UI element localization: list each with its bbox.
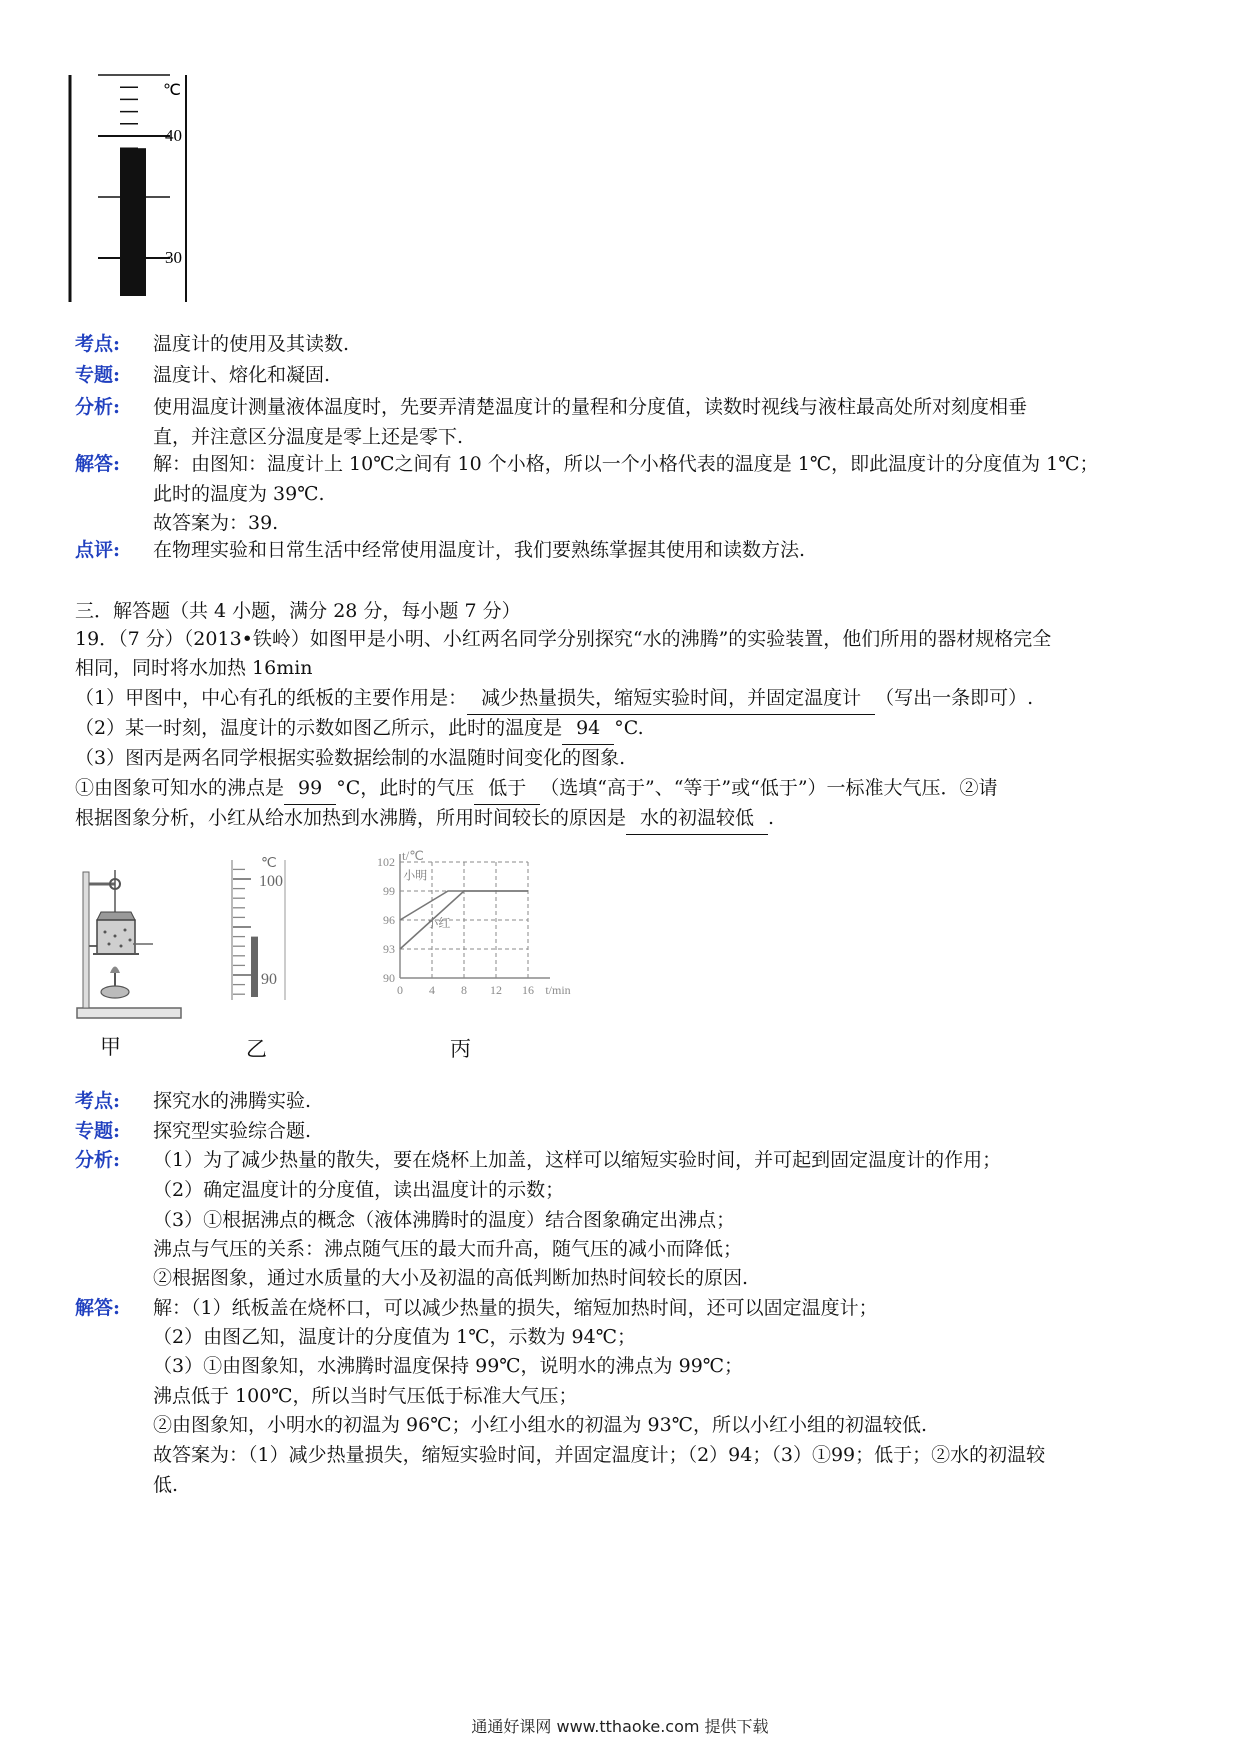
dianping-label: 点评: xyxy=(75,539,121,561)
tick-label-lower: 30 xyxy=(165,248,182,267)
zhuanti-label: 专题: xyxy=(75,1120,121,1142)
q19-stem-2: 相同，同时将水加热 16min xyxy=(75,657,313,679)
kaodian-label: 考点: xyxy=(75,1090,121,1112)
zhuanti-label: 专题: xyxy=(75,364,121,386)
zhuanti-text: 探究型实验综合题. xyxy=(153,1120,312,1142)
p2-prompt: （2）某一时刻，温度计的示数如图乙所示，此时的温度是 xyxy=(75,717,563,739)
y-tick-label: 99 xyxy=(383,884,395,898)
p3b-answer: 水的初温较低 xyxy=(626,802,768,835)
y-axis-label: t/℃ xyxy=(402,850,424,863)
p3a-prompt: ①由图象可知水的沸点是 xyxy=(75,777,285,799)
y-tick-label: 90 xyxy=(383,971,395,985)
jieda-text-7: 低. xyxy=(153,1474,179,1496)
q19-part-3: （3）图丙是两名同学根据实验数据绘制的水温随时间变化的图象. xyxy=(75,747,626,769)
kaodian-text: 温度计的使用及其读数. xyxy=(153,333,350,355)
fenxi-text-3: （3）①根据沸点的概念（液体沸腾时的温度）结合图象确定出沸点； xyxy=(153,1209,736,1231)
jieda-text-4: 沸点低于 100℃，所以当时气压低于标准大气压； xyxy=(153,1385,578,1407)
dianping-row xyxy=(75,535,1180,565)
p3a-middle: °C，此时的气压 xyxy=(336,777,475,799)
p2-answer: 94 xyxy=(562,712,614,745)
jieda-label: 解答: xyxy=(75,1297,121,1319)
jieda-text-2: 此时的温度为 39℃. xyxy=(153,483,325,505)
q19-part-3b xyxy=(75,802,1185,835)
q19-zhuanti-row xyxy=(75,1116,1180,1146)
x-axis-label: t/min xyxy=(545,983,571,997)
q19-jieda-row xyxy=(75,1293,1180,1323)
x-tick-label: 16 xyxy=(522,983,534,997)
caption-yi: 乙 xyxy=(246,1037,267,1061)
p3b-prompt: 根据图象分析，小红从给水加热到水沸腾，所用时间较长的原因是 xyxy=(75,807,627,829)
fenxi-text-4: 沸点与气压的关系：沸点随气压的最大而升高，随气压的减小而降低； xyxy=(153,1238,743,1260)
q19-stem-1: 19．（7 分）（2013•铁岭）如图甲是小明、小红两名同学分别探究“水的沸腾”的实验装置，他们所用的器材规格完全 xyxy=(75,628,1052,650)
q19-part-1 xyxy=(75,682,1185,715)
jieda-text-6: 故答案为：（1）减少热量损失，缩短实验时间，并固定温度计；（2）94；（3）①99；低于；②水的初温较 xyxy=(153,1444,1046,1466)
fenxi-text-2: （2）确定温度计的分度值，读出温度计的示数； xyxy=(153,1179,565,1201)
q19-kaodian-row xyxy=(75,1086,1180,1116)
zhuanti-text: 温度计、熔化和凝固. xyxy=(153,364,331,386)
kaodian-label: 考点: xyxy=(75,333,121,355)
p2-suffix: °C. xyxy=(614,717,644,739)
fenxi-text-2: 直，并注意区分温度是零上还是零下. xyxy=(153,426,464,448)
x-tick-label: 12 xyxy=(490,983,502,997)
q19-part-3a xyxy=(75,772,1185,805)
caption-jia: 甲 xyxy=(100,1035,121,1059)
jieda-text-1: 解：（1）纸板盖在烧杯口，可以减少热量的损失，缩短加热时间，还可以固定温度计； xyxy=(153,1297,878,1319)
y-tick-label: 102 xyxy=(377,855,395,869)
q19-fenxi-row xyxy=(75,1145,1180,1175)
jieda-text-5: ②由图象知，小明水的初温为 96℃；小红小组水的初温为 93℃，所以小红小组的初温较低. xyxy=(153,1414,927,1436)
kaodian-text: 探究水的沸腾实验. xyxy=(153,1090,312,1112)
figure-bing-chart xyxy=(368,850,588,1010)
fenxi-row xyxy=(75,392,1180,422)
tick-label-upper: 100 xyxy=(259,873,283,890)
p1-answer: 减少热量损失，缩短实验时间，并固定温度计 xyxy=(467,682,875,715)
tick-label-lower: 90 xyxy=(261,971,277,988)
jieda-row xyxy=(75,449,1180,479)
x-tick-label: 4 xyxy=(429,983,435,997)
section-heading: 三．解答题（共 4 小题，满分 28 分，每小题 7 分） xyxy=(75,600,521,622)
x-tick-label: 0 xyxy=(397,983,403,997)
y-tick-label: 93 xyxy=(383,942,395,956)
kaodian-row xyxy=(75,329,1180,359)
x-tick-label: 8 xyxy=(461,983,467,997)
p3a-answer-2: 低于 xyxy=(474,772,540,805)
fenxi-text-1: （1）为了减少热量的散失，要在烧杯上加盖，这样可以缩短实验时间，并可起到固定温度计的作用； xyxy=(153,1149,1002,1171)
jieda-text-2: （2）由图乙知，温度计的分度值为 1℃，示数为 94℃； xyxy=(153,1326,636,1348)
zhuanti-row xyxy=(75,360,1180,390)
unit-label: ℃ xyxy=(261,856,277,871)
unit-label: ℃ xyxy=(163,82,181,99)
jieda-label: 解答: xyxy=(75,453,121,475)
fenxi-label: 分析: xyxy=(75,396,121,418)
page-footer: 通通好课网 www.tthaoke.com 提供下载 xyxy=(471,1717,769,1736)
liquid-column xyxy=(120,148,146,296)
fenxi-label: 分析: xyxy=(75,1149,121,1171)
figure-jia-apparatus xyxy=(75,860,185,1025)
q19-part-2 xyxy=(75,712,1185,745)
y-tick-label: 96 xyxy=(383,913,395,927)
p3a-suffix: （选填“高于”、“等于”或“低于”）一标准大气压．②请 xyxy=(540,777,998,799)
top-thermometer-figure xyxy=(60,70,220,310)
p3a-answer: 99 xyxy=(284,772,336,805)
tick-label-upper: 40 xyxy=(165,126,182,145)
fenxi-text-5: ②根据图象，通过水质量的大小及初温的高低判断加热时间较长的原因. xyxy=(153,1267,749,1289)
figure-yi-thermometer xyxy=(225,855,305,1005)
thermometer-scale xyxy=(233,869,251,994)
series-label-2: 小红 xyxy=(426,915,451,930)
p1-suffix: （写出一条即可）. xyxy=(875,687,1034,709)
caption-bing: 丙 xyxy=(450,1037,471,1061)
jieda-text-1: 解：由图知：温度计上 10℃之间有 10 个小格，所以一个小格代表的温度是 1℃，即此温度计的分度值为 1℃； xyxy=(153,453,1099,475)
p3b-suffix: . xyxy=(768,807,775,829)
p1-prompt: （1）甲图中，中心有孔的纸板的主要作用是： xyxy=(75,687,468,709)
dianping-text: 在物理实验和日常生活中经常使用温度计，我们要熟练掌握其使用和读数方法. xyxy=(153,539,806,561)
liquid-column xyxy=(251,937,258,997)
fenxi-text-1: 使用温度计测量液体温度时，先要弄清楚温度计的量程和分度值，读数时视线与液柱最高处所对刻度相垂 xyxy=(153,396,1028,418)
jieda-text-3: 故答案为：39. xyxy=(153,512,279,534)
jieda-text-3: （3）①由图象知，水沸腾时温度保持 99℃，说明水的沸点为 99℃； xyxy=(153,1355,744,1377)
series-label-1: 小明 xyxy=(403,868,428,883)
